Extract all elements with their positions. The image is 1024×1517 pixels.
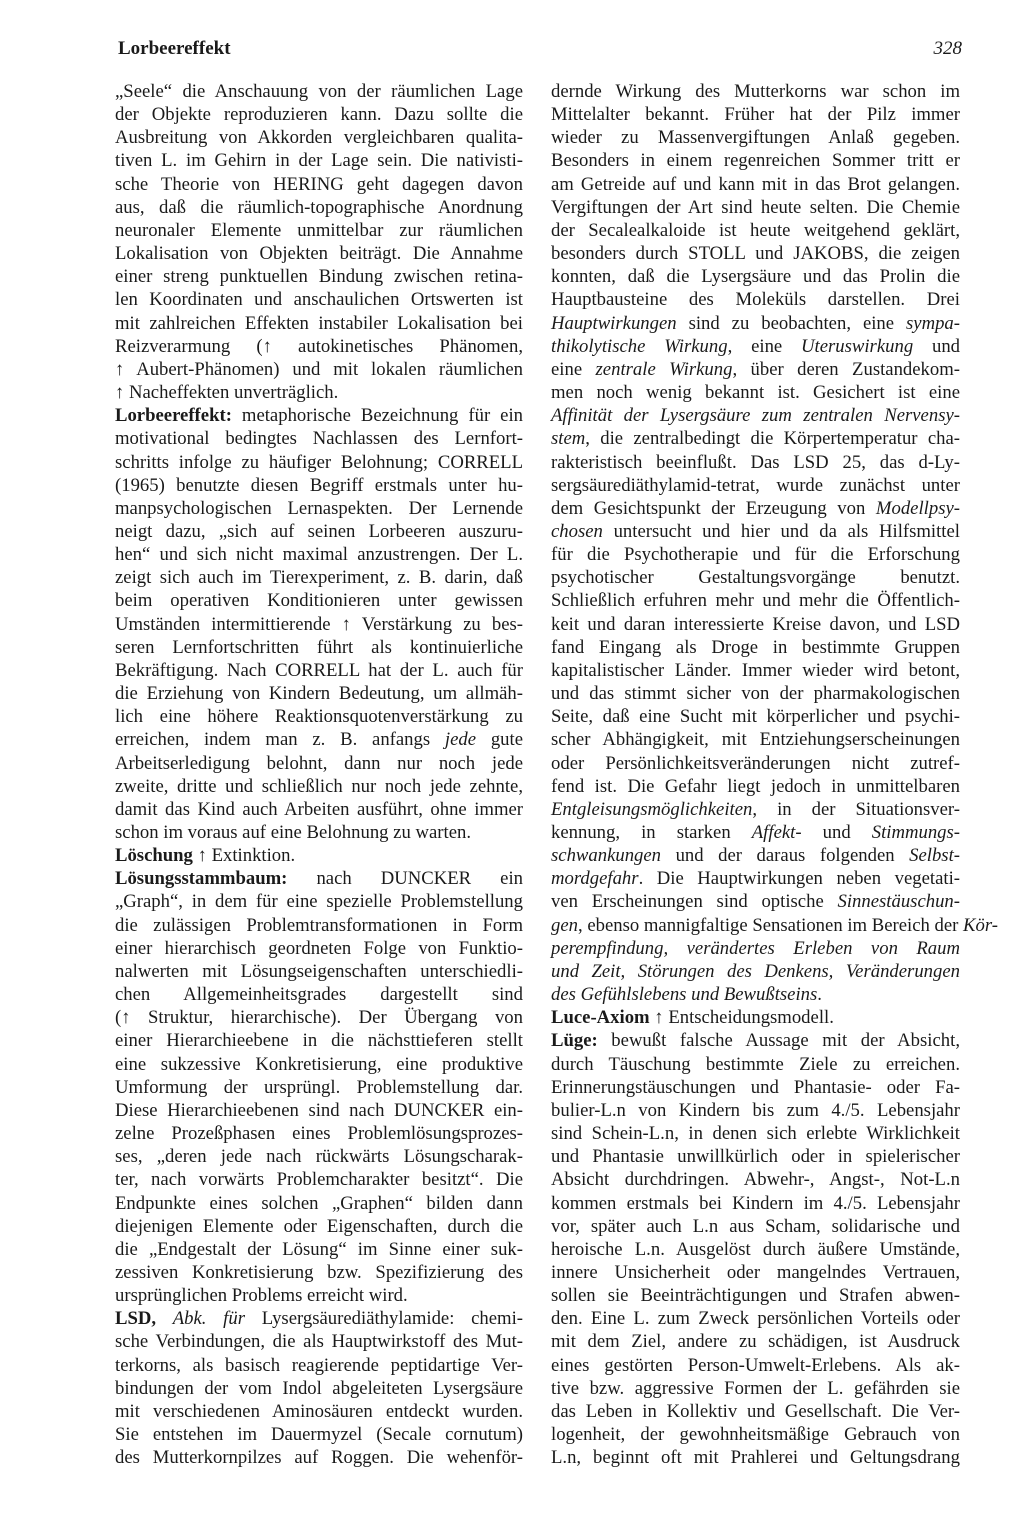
line-text: dem Gesichtspunkt der Erzeugung von [551, 497, 876, 519]
line-text: diejenigen Elemente oder Eigenschaften, durch die [115, 1215, 523, 1237]
text-line [551, 566, 960, 589]
text-line [551, 80, 960, 103]
line-text: metaphorische Bezeichnung für ein [231, 405, 523, 427]
text-line [551, 497, 960, 520]
headword: Löschung [115, 845, 193, 867]
italic-term: chosen [551, 520, 603, 542]
italic-term: Kör- [963, 914, 998, 936]
text-line [115, 1400, 523, 1423]
text-line [551, 1330, 960, 1353]
line-text: zelne Prozeßphasen eines Problemlösungsprozes- [115, 1123, 523, 1145]
line-text: scher Abhängigkeit, mit Entziehungserscheinungen [551, 729, 960, 751]
line-text: tive bzw. aggressive Formen der L. gefährden sie [551, 1377, 960, 1399]
line-text: ↑ Aubert-Phänomen) und mit lokalen räumlichen [115, 358, 523, 380]
line-text: sind zu beobachten, eine [676, 312, 907, 334]
text-line [115, 288, 523, 311]
line-text: Besonders in einem regenreichen Sommer tritt er [551, 150, 960, 172]
text-line [551, 312, 960, 335]
text-line [115, 1192, 523, 1215]
text-line [115, 358, 523, 381]
text-line [115, 242, 523, 265]
line-text: Diese Hierarchieebenen sind nach DUNCKER ein- [115, 1099, 523, 1121]
text-line [115, 1307, 523, 1330]
line-text: eine [551, 358, 596, 380]
text-line [115, 404, 523, 427]
line-text: innere Unsicherheit oder mangelndes Vertrauen, [551, 1261, 960, 1283]
italic-term: Hauptwirkungen [551, 312, 677, 334]
line-text: hen“ und sich nicht maximal anzustrengen. Der L. [115, 544, 523, 566]
italic-term: perempfindung, verändertes Erleben von Raum [551, 937, 960, 959]
line-text: bewußt falsche Aussage mit der Absicht, [597, 1030, 960, 1052]
line-text: neuronaler Elemente unmittelbar zur räumlichen [115, 219, 523, 241]
line-text [156, 1308, 173, 1329]
line-text: oder Persönlichkeitsveränderungen nicht zutref- [551, 752, 960, 774]
line-text: konnten, daß die Lysergsäure und das Prolin die [551, 266, 960, 288]
text-line [551, 404, 960, 427]
line-text: mit dem Ziel, andere zu schädigen, ist Ausdruck [551, 1331, 960, 1353]
italic-term: gen [551, 914, 578, 936]
text-line [551, 1354, 960, 1377]
text-line [551, 474, 960, 497]
italic-term: jede [444, 729, 477, 751]
text-line [115, 1215, 523, 1238]
line-text: Umformung der ursprüngl. Problemstellung dar. [115, 1076, 523, 1098]
text-line [115, 636, 523, 659]
line-text: zessiven Konkretisierung bzw. Spezifizierung des [115, 1261, 523, 1283]
line-text: manpsychologischen Lernaspekten. Der Lernende [115, 497, 523, 519]
line-text: . Die Hauptwirkungen neben vegetati- [638, 868, 960, 890]
text-line [551, 1076, 960, 1099]
text-line [551, 265, 960, 288]
text-line [115, 1377, 523, 1400]
line-text: fend ist. Die Gefahr liegt jedoch in unmittelbaren [551, 775, 960, 797]
text-line [551, 1423, 960, 1446]
text-line [551, 1400, 960, 1423]
text-line [115, 427, 523, 450]
headword: Lüge: [551, 1030, 598, 1052]
line-text: sergsäurediäthylamid-tetrat, wurde zunächst unter [551, 474, 960, 496]
text-line [551, 543, 960, 566]
italic-term: Affekt- [751, 822, 802, 843]
text-line [115, 381, 523, 404]
line-text: „Graph“, in dem für eine spezielle Problemstellung [115, 891, 523, 913]
italic-term: Sinnestäuschun- [837, 891, 960, 913]
text-line [115, 1423, 523, 1446]
text-line [551, 705, 960, 728]
line-text: ursprünglichen Problems erreicht wird. [115, 1285, 408, 1307]
line-text: mit zahlreichen Effekten instabiler Lokalisation bei [115, 312, 523, 334]
text-line [551, 219, 960, 242]
text-line [115, 566, 523, 589]
italic-term: Entgleisungsmöglichkeiten [551, 798, 753, 820]
text-line [551, 1284, 960, 1307]
line-text: einer hierarchisch geordneten Folge von Funktio- [115, 937, 523, 959]
line-text: (1965) benutzte diesen Begriff erstmals unter hu- [115, 474, 523, 496]
line-text: besonders durch STOLL und JAKOBS, die zeigen [551, 243, 960, 265]
text-line [551, 335, 960, 358]
text-line [115, 1099, 523, 1122]
line-text: einer Hierarchieebene in die nächsttieferen stellt [115, 1030, 523, 1052]
text-line [551, 126, 960, 149]
line-text: bulier-L.n von Kindern bis zum 4./5. Lebensjahr [551, 1099, 960, 1121]
text-line [551, 659, 960, 682]
line-text: Seite, daß eine Sucht mit körperlicher und psychi- [551, 706, 960, 728]
italic-term: des Gefühlslebens und Bewußtseins [551, 984, 818, 1006]
line-text: Absicht durchdringen. Abwehr-, Angst-, Not-L.n [551, 1169, 960, 1191]
line-text: , in der Situationsver- [752, 798, 960, 820]
line-text: seren Lernfortschritten führt als kontinuierliche [115, 636, 523, 658]
line-text: neigt dazu, „sich auf seinen Lorbeeren auszuru- [115, 520, 523, 542]
text-line [115, 682, 523, 705]
text-line [551, 1377, 960, 1400]
line-text: eine sukzessive Konkretisierung, eine produktive [115, 1053, 523, 1075]
text-line [115, 867, 523, 890]
text-line [115, 103, 523, 126]
text-line [115, 126, 523, 149]
italic-term: thikolytische Wirkung [551, 335, 728, 357]
text-line [551, 821, 960, 844]
text-line [115, 497, 523, 520]
text-line [115, 589, 523, 612]
text-line [115, 474, 523, 497]
text-line [551, 682, 960, 705]
text-line [551, 149, 960, 172]
line-text: untersucht und hier und da als Hilfsmittel [602, 520, 960, 542]
line-text: ↑ Nacheffekten unverträglich. [115, 382, 339, 404]
text-line [551, 1446, 960, 1469]
line-text: und [801, 822, 872, 843]
italic-term: stem [551, 428, 586, 450]
line-text: der Objekte reproduzieren kann. Dazu sollte die [115, 104, 523, 126]
line-text: Hauptbausteine des Moleküls darstellen. Drei [551, 289, 960, 311]
line-text: sche Verbindungen, die als Hauptwirkstoff des Mut- [115, 1331, 523, 1353]
line-text: mit verschiedenen Aminosäuren entdeckt wurden. [115, 1400, 523, 1422]
line-text: Lokalisation von Objekten beiträgt. Die Annahme [115, 243, 523, 265]
line-text: psychotischer Gestaltungsvorgänge benutzt. [551, 567, 960, 589]
line-text: Endpunkte eines solchen „Graphen“ bilden dann [115, 1192, 523, 1214]
text-line [115, 80, 523, 103]
italic-term: Stimmungs- [871, 822, 961, 843]
text-line [115, 844, 523, 867]
text-line [115, 1168, 523, 1191]
text-line [115, 1354, 523, 1377]
text-line [551, 960, 960, 983]
text-line [115, 1029, 523, 1052]
text-line [115, 728, 523, 751]
line-text: vor, später auch L.n aus Scham, solidarische und [551, 1215, 960, 1237]
text-line [115, 312, 523, 335]
headword: Luce-Axiom [551, 1007, 650, 1029]
text-line [551, 914, 998, 937]
text-line [551, 589, 960, 612]
italic-term: und Zeit, Störungen des Denkens, Veränderungen [551, 960, 960, 982]
italic-term: Uteruswirkung [801, 335, 914, 357]
text-line [115, 705, 523, 728]
line-text: terkorns, als basisch reagierende peptidartige Ver- [115, 1354, 523, 1376]
text-line [551, 890, 960, 913]
line-text: den. Eine L. zum Zweck persönlichen Vorteils oder [551, 1308, 960, 1330]
line-text: , eine [727, 335, 802, 357]
italic-term: zentrale Wirkung [595, 358, 733, 380]
line-text: kapitalistischer Länder. Immer wieder wird betont, [551, 659, 960, 681]
line-text: ↑ Extinktion. [192, 845, 296, 867]
text-line [551, 752, 960, 775]
line-text: ↑ Entscheidungsmodell. [649, 1007, 834, 1029]
text-line [551, 1261, 960, 1284]
line-text: und das stimmt sicher von der pharmakologischen [551, 683, 960, 705]
text-line [115, 265, 523, 288]
text-line [115, 1053, 523, 1076]
line-text: Arbeitserledigung belohnt, dann nur noch jede [115, 752, 523, 774]
text-line [551, 983, 960, 1006]
text-line [551, 103, 960, 126]
line-text: dernde Wirkung des Mutterkorns war schon im [551, 81, 960, 102]
text-line [115, 775, 523, 798]
headword: Lorbeereffekt: [115, 405, 232, 427]
text-line [551, 173, 960, 196]
line-text: ter, nach vorwärts Problemcharakter besitzt“. Die [115, 1169, 523, 1191]
headword: LSD, [115, 1308, 157, 1330]
line-text: sind Schein-L.n, in denen sich erlebte Wirklichkeit [551, 1123, 960, 1145]
left-column [115, 80, 523, 1469]
text-line [551, 1053, 960, 1076]
text-line [551, 613, 960, 636]
line-text: Mittelalter bekannt. Früher hat der Pilz immer [551, 104, 960, 126]
line-text: und [913, 335, 961, 357]
text-line [551, 728, 960, 751]
line-text: zeigt sich auch im Tierexperiment, z. B. darin, daß [115, 567, 523, 589]
text-line [551, 1307, 960, 1330]
text-line [551, 867, 960, 890]
headword: Lösungsstammbaum: [115, 868, 288, 890]
line-text: durch Täuschung bestimmte Ziele zu erreichen. [551, 1053, 960, 1075]
line-text: die Erziehung von Kindern Bedeutung, um allmäh- [115, 683, 523, 705]
text-line [551, 1006, 960, 1029]
line-text: , ebenso mannigfaltige Sensationen im Bereich der [577, 914, 964, 936]
text-line [551, 196, 960, 219]
text-line [115, 752, 523, 775]
line-text: beim operativen Konditionieren unter gewissen [115, 590, 523, 612]
text-line [551, 1122, 960, 1145]
running-head: Lorbeereffekt [118, 38, 231, 59]
line-text: die zulässigen Problemtransformationen in Form [115, 914, 523, 936]
line-text: keit und daran interessierte Kreise davon, und LSD [551, 613, 960, 635]
italic-term: mordgefahr [551, 868, 639, 890]
text-line [115, 520, 523, 543]
italic-term: Selbst- [909, 845, 960, 867]
text-line [115, 1006, 523, 1029]
page-number: 328 [933, 38, 962, 59]
line-text: rakteristisch beeinflußt. Das LSD 25, das d-Ly- [551, 451, 960, 473]
line-text: für die Psychotherapie und für die Erforschung [551, 544, 960, 566]
line-text: Lysergsäurediäthylamide: chemi- [245, 1308, 524, 1330]
italic-term: Modellpsy- [875, 497, 960, 519]
italic-term: Affinität der Lysergsäure zum zentralen Nervensy- [551, 405, 960, 427]
line-text: heroische L.n. Ausgelöst durch äußere Umstände, [551, 1238, 960, 1260]
line-text: L.n, beginnt oft mit Prahlerei und Geltungsdrang [551, 1447, 960, 1469]
text-line [551, 844, 960, 867]
line-text: , die zentralbedingt die Körpertemperatur cha- [585, 428, 960, 450]
text-line [551, 1168, 960, 1191]
line-text: eines gestörten Person-Umwelt-Erlebens. Als ak- [551, 1354, 960, 1376]
text-line [551, 451, 960, 474]
right-column [551, 80, 998, 1469]
text-line [115, 960, 523, 983]
line-text: wieder zu Massenvergiftungen Anlaß gegeben. [551, 127, 960, 149]
text-line [551, 1099, 960, 1122]
line-text: damit das Kind auch Arbeiten ausführt, ohne immer [115, 798, 523, 820]
line-text: Schließlich erfuhren mehr und mehr die Öffentlich- [551, 590, 960, 612]
line-text: gute [476, 729, 523, 751]
line-text: das Leben in Kollektiv und Gesellschaft. Die Ver- [551, 1400, 960, 1422]
line-text: Sie entstehen im Dauermyzel (Secale cornutum) [115, 1424, 523, 1446]
text-line [551, 358, 960, 381]
text-line [115, 1284, 523, 1307]
text-line [115, 613, 523, 636]
text-line [115, 149, 523, 172]
line-text: Ausbreitung von Akkorden vergleichbaren qualita- [115, 127, 523, 149]
line-text: schritts infolge zu häufiger Belohnung; CORRELL [115, 451, 523, 473]
line-text: des Mutterkornpilzes auf Roggen. Die wehenför- [115, 1447, 523, 1469]
text-line [551, 242, 960, 265]
text-line [551, 381, 960, 404]
italic-term: schwankungen [551, 845, 662, 867]
line-text: „Seele“ die Anschauung von der räumlichen Lage [115, 81, 523, 102]
line-text: ven Erscheinungen sind optische [551, 891, 838, 913]
text-line [115, 196, 523, 219]
text-line [115, 1238, 523, 1261]
line-text: zweite, dritte und schließlich nur noch jede zehnte, [115, 775, 523, 797]
line-text: kommen erstmals bei Kindern im 4./5. Lebensjahr [551, 1192, 960, 1214]
line-text: chen Allgemeinheitsgrades dargestellt sind [115, 984, 523, 1006]
text-line [551, 1145, 960, 1168]
line-text: nach DUNCKER ein [287, 868, 523, 890]
line-text: lich eine höhere Reaktionsquotenverstärkung zu [115, 706, 523, 728]
line-text: fand Eingang als Droge in bestimmte Gruppen [551, 636, 960, 658]
line-text: bindungen der vom Indol abgeleiteten Lysergsäure [115, 1377, 523, 1399]
line-text: . [817, 984, 822, 1006]
text-line [115, 914, 523, 937]
text-line [115, 219, 523, 242]
line-text: kennung, in starken [551, 822, 752, 843]
text-line [115, 983, 523, 1006]
line-text: tiven L. im Gehirn in der Lage sein. Die nativisti- [115, 150, 523, 172]
text-line [551, 1029, 960, 1052]
line-text: ses, „deren jede nach rückwärts Lösungscharak- [115, 1146, 523, 1168]
line-text: logenheit, der gewohnheitsmäßige Gebrauch von [551, 1424, 960, 1446]
text-line [551, 775, 960, 798]
line-text: am Getreide auf und kann mit in das Brot gelangen. [551, 173, 960, 195]
line-text: (↑ Struktur, hierarchische). Der Übergang von [115, 1007, 523, 1029]
text-line [115, 937, 523, 960]
text-line [115, 1076, 523, 1099]
line-text: , über deren Zustandekom- [732, 358, 961, 380]
line-text: schon im voraus auf eine Belohnung zu warten. [115, 822, 472, 843]
text-line [115, 451, 523, 474]
line-text: sche Theorie von HERING geht dagegen davon [115, 173, 523, 195]
text-line [115, 335, 523, 358]
text-line [115, 890, 523, 913]
text-line [115, 1145, 523, 1168]
line-text: erreichen, indem man z. B. anfangs [115, 729, 445, 751]
line-text: Erinnerungstäuschungen und Phantasie- oder Fa- [551, 1076, 960, 1098]
line-text: und Phantasie unwillkürlich oder in spielerischer [551, 1146, 960, 1168]
line-text: nalwerten mit Lösungseigenschaften unterschiedli- [115, 960, 523, 982]
text-line [551, 288, 960, 311]
text-line [551, 1192, 960, 1215]
text-line [551, 1215, 960, 1238]
line-text: Umständen intermittierende ↑ Verstärkung zu bes- [115, 613, 523, 635]
line-text: Vergiftungen der Art sind heute selten. Die Chemie [551, 196, 960, 218]
italic-term: Abk. für [172, 1308, 245, 1330]
text-line [551, 427, 960, 450]
text-line [115, 1122, 523, 1145]
line-text: len Koordinaten und anschaulichen Ortswerten ist [115, 289, 523, 311]
text-line [115, 821, 523, 844]
line-text: Bekräftigung. Nach CORRELL hat der L. auch für [115, 659, 523, 681]
line-text: der Secalealkaloide ist heute weitgehend geklärt, [551, 219, 960, 241]
text-line [551, 520, 960, 543]
line-text: einer streng punktuellen Bindung zwischen retina- [115, 266, 523, 288]
text-line [115, 1446, 523, 1469]
line-text: Reizverarmung (↑ autokinetisches Phänomen, [115, 335, 523, 357]
line-text: die „Endgestalt der Lösung“ im Sinne einer suk- [115, 1238, 523, 1260]
text-line [115, 659, 523, 682]
line-text: sollen sie Beeinträchtigungen und Strafen abwen- [551, 1285, 960, 1307]
text-line [551, 1238, 960, 1261]
text-line [551, 798, 960, 821]
text-line [551, 636, 960, 659]
line-text: motivational bedingtes Nachlassen des Lernfort- [115, 428, 523, 450]
text-line [551, 937, 960, 960]
text-line [115, 173, 523, 196]
line-text: aus, daß die räumlich-topographische Anordnung [115, 196, 523, 218]
italic-term: sympa- [906, 312, 960, 334]
text-line [115, 1330, 523, 1353]
text-line [115, 798, 523, 821]
text-line [115, 543, 523, 566]
text-line [115, 1261, 523, 1284]
line-text: und der daraus folgenden [661, 845, 910, 867]
line-text: men noch wenig bekannt ist. Gesichert ist eine [551, 382, 960, 404]
